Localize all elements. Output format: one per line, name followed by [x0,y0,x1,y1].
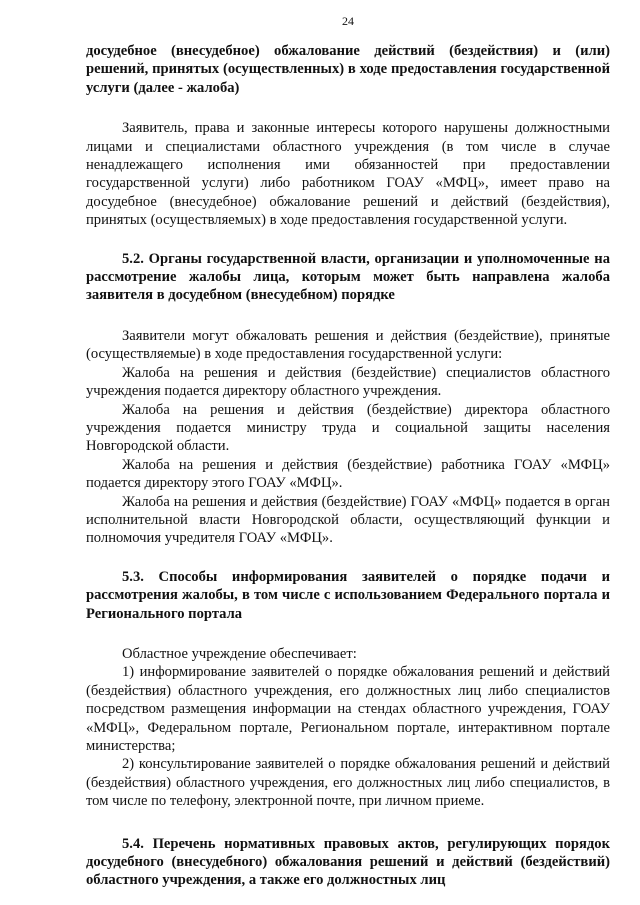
paragraph-complaint-mfc-worker: Жалоба на решения и действия (бездействие) работника ГОАУ «МФЦ» подается директору этого ГОАУ «МФЦ». [86,456,610,492]
heading-5-2: 5.2. Органы государственной власти, организации и уполномоченные на рассмотрение жалобы лица, которым может быть направлена жалоба заявителя в досудебном (внесудебном) порядке [86,250,610,304]
heading-continuation: досудебное (внесудебное) обжалование действий (бездействия) и (или) решений, принятых (осуществленных) в ходе предоставления государственной услуги (далее - жалоба) [86,43,610,96]
paragraph-complaint-specialists: Жалоба на решения и действия (бездействие) специалистов областного учреждения подается директору областного учреждения. [86,364,610,400]
paragraph-consulting: 2) консультирование заявителей о порядке обжалования решений и действий (бездействия) областного учреждения, его должностных лиц либо специалистов, в том числе по телефону, электронной почте, при личном приеме. [86,756,610,810]
paragraph-applicants-may-appeal: Заявители могут обжаловать решения и действия (бездействие), принятые (осуществляемые) в ходе предоставления государственной услуги: [86,327,610,363]
page-number: 24 [342,14,354,28]
paragraph-complaint-mfc: Жалоба на решения и действия (бездействие) ГОАУ «МФЦ» подается в орган исполнительной власти Новгородской области, осуществляющий функции и полномочия учредителя ГОАУ «МФЦ». [86,493,610,547]
heading-5-4: 5.4. Перечень нормативных правовых актов, регулирующих порядок досудебного (внесудебного) обжалования решений и действий (бездействий) областного учреждения, а также его должностных лиц [86,835,610,889]
paragraph-applicant-rights: Заявитель, права и законные интересы которого нарушены должностными лицами и специалистами областного учреждения (в том числе в случае ненадлежащего исполнения ими обязанностей при предоставлении государственной услуги) либо работником ГОАУ «МФЦ», имеет право на досудебное (внесудебное) обжалование решений и действий (бездействия), принятых (осуществляемых) в ходе предоставления государственной услуги. [86,120,610,229]
paragraph-complaint-director: Жалоба на решения и действия (бездействие) директора областного учреждения подается министру труда и социальной защиты населения Новгородской области. [86,401,610,455]
paragraph-institution-provides: Областное учреждение обеспечивает: [122,645,357,662]
paragraph-informing: 1) информирование заявителей о порядке обжалования решений и действий (бездействия) областного учреждения, его должностных лиц либо специалистов посредством размещения информации на стендах областного учреждения, ГОАУ «МФЦ», Федеральном портале, Региональном портале, интерактивном портале министерства; [86,664,610,754]
heading-5-3: 5.3. Способы информирования заявителей о порядке подачи и рассмотрения жалобы, в том числе с использованием Федерального портала и Регионального портала [86,568,610,622]
document-page [86,13,610,890]
